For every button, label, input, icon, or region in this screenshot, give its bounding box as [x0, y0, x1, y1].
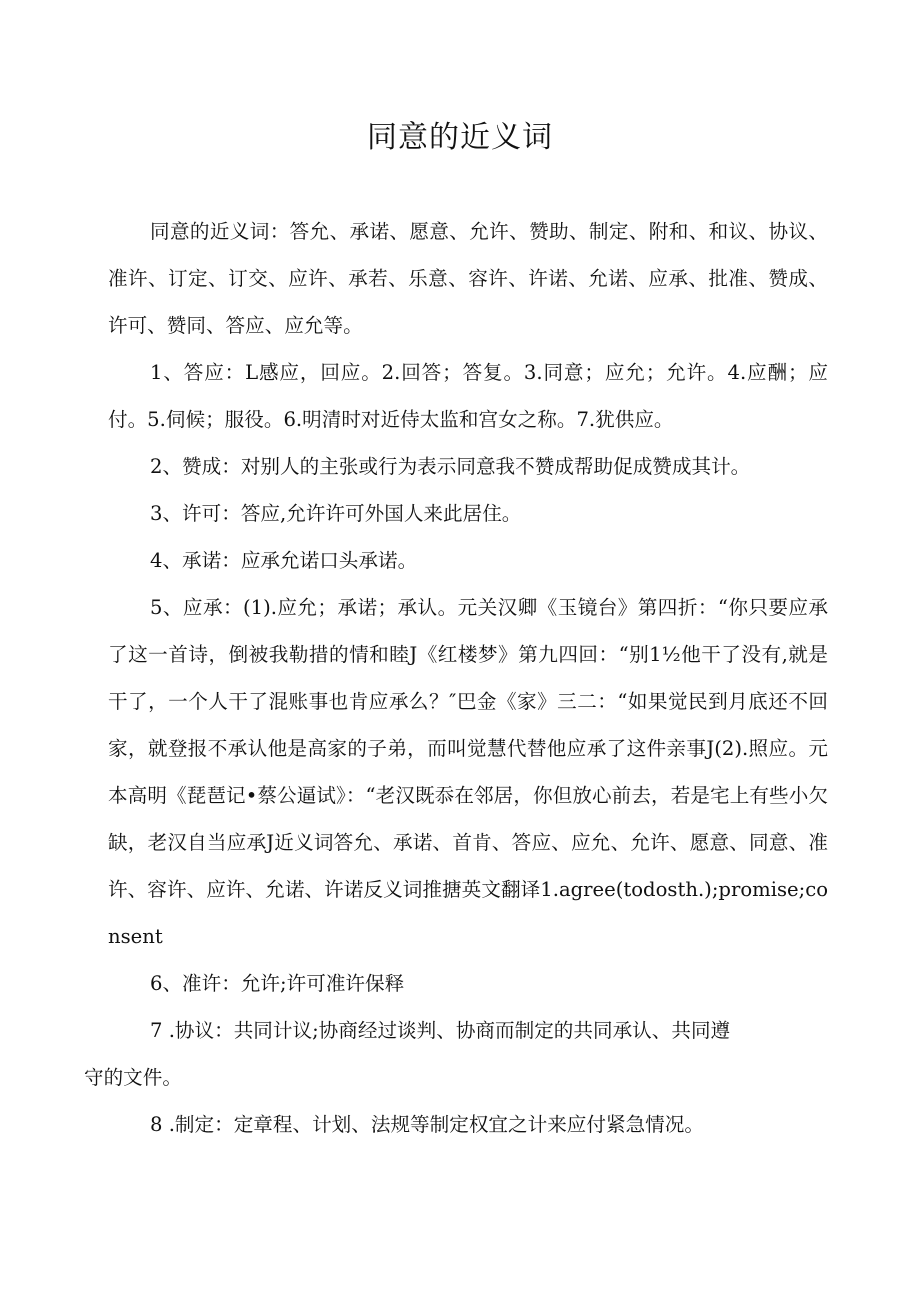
paragraph-item-4: 4、承诺：应承允诺口头承诺。 [150, 549, 418, 572]
paragraph-synonym-list: 同意的近义词：答允、承诺、愿意、允许、赞助、制定、附和、和议、协议、准许、订定、订交、应许、承若、乐意、容许、许诺、允诺、应承、批准、赞成、许可、赞同、答应、应允等。 [108, 220, 828, 337]
paragraph-item-7-continued: 守的文件。 [84, 1066, 182, 1089]
paragraph-item-3: 3、许可：答应,允许许可外国人来此居住。 [150, 502, 522, 525]
paragraph-item-1: 1、答应：L感应，回应。2.回答；答复。3.同意；应允；允许。4.应酬；应付。5.伺候；服役。6.明清时对近侍太监和宫女之称。7.犹供应。 [108, 361, 828, 431]
paragraph-item-7: 7 .协议：共同计议;协商经过谈判、协商而制定的共同承认、共同遵 [150, 1019, 731, 1042]
paragraph-item-2: 2、赞成：对别人的主张或行为表示同意我不赞成帮助促成赞成其计。 [150, 455, 751, 478]
paragraph-item-5: 5、应承：(1).应允；承诺；承认。元关汉卿《玉镜台》第四折：“你只要应承了这一首诗，倒被我勒措的情和睦J《红楼梦》第九四回：“别1½他干了没有,就是干了，一个人干了混账事也肯应承么？″巴金《家》三二：“如果觉民到月底还不回家，就登报不承认他是高家的子弟，而叫觉慧代替他应承了这件亲事J(2).照应。元本高明《琵琶记•蔡公逼试》：“老汉既忝在邻居，你但放心前去，若是宅上有些小欠缺，老汉自当应承J近义词答允、承诺、首肯、答应、应允、允许、愿意、同意、准许、容许、应许、允诺、许诺反义词推搪英文翻译1.agree(todosth.);promise;consent [108, 596, 828, 948]
paragraph-item-8: 8 .制定：定章程、计划、法规等制定权宜之计来应付紧急情况。 [150, 1113, 704, 1136]
document-title: 同意的近义词 [367, 120, 553, 155]
paragraph-item-6: 6、准许：允许;许可准许保释 [150, 972, 405, 995]
document-body [84, 208, 828, 1148]
